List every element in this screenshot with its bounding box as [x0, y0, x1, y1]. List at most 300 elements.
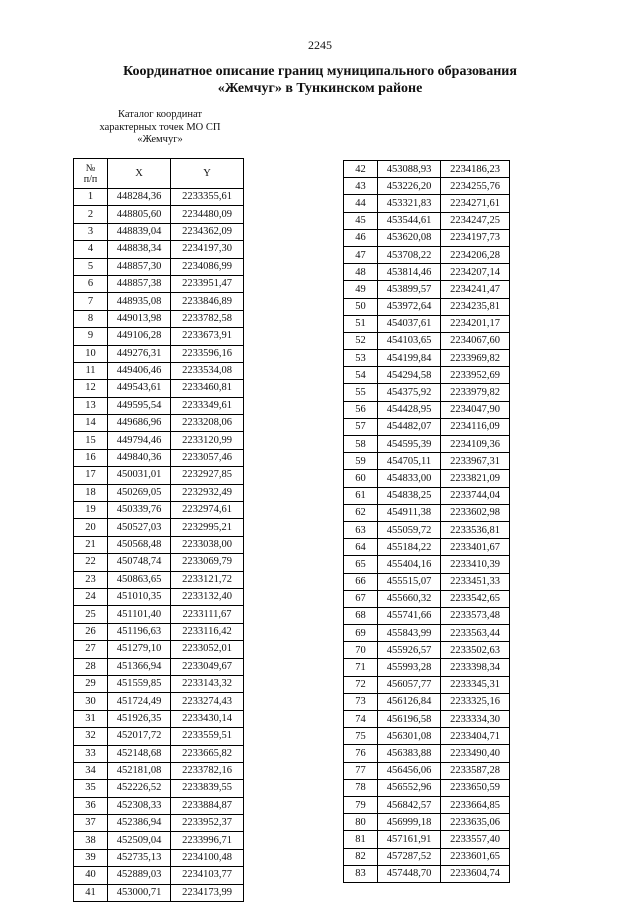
catalog-caption-line3: «Жемчуг»: [137, 134, 183, 145]
table-row: [74, 449, 244, 466]
cell-point-number: 72: [344, 676, 378, 693]
cell-y: 2234067,60: [441, 332, 510, 349]
table-row: [74, 693, 244, 710]
cell-point-number: 69: [344, 625, 378, 642]
cell-y: 2233744,04: [441, 487, 510, 504]
cell-x: 452308,33: [108, 797, 171, 814]
cell-y: 2233451,33: [441, 573, 510, 590]
table-row: [344, 521, 510, 538]
table-row: [344, 298, 510, 315]
cell-y: 2233604,74: [441, 865, 510, 882]
table-row: [74, 710, 244, 727]
cell-x: 455993,28: [378, 659, 441, 676]
table-row: [344, 418, 510, 435]
cell-point-number: 33: [74, 745, 108, 762]
cell-x: 456842,57: [378, 796, 441, 813]
table-row: [74, 554, 244, 571]
table-row: [344, 796, 510, 813]
cell-y: 2233846,89: [171, 293, 244, 310]
cell-point-number: 36: [74, 797, 108, 814]
table-row: [74, 397, 244, 414]
cell-point-number: 22: [74, 554, 108, 571]
cell-y: 2233952,37: [171, 815, 244, 832]
table-row: [74, 536, 244, 553]
cell-y: 2234109,36: [441, 436, 510, 453]
cell-point-number: 26: [74, 623, 108, 640]
cell-point-number: 53: [344, 350, 378, 367]
cell-point-number: 39: [74, 849, 108, 866]
cell-point-number: 76: [344, 745, 378, 762]
table-row: [74, 832, 244, 849]
cell-y: 2233602,98: [441, 504, 510, 521]
cell-x: 456552,96: [378, 779, 441, 796]
cell-y: 2233111,67: [171, 606, 244, 623]
cell-y: 2234362,09: [171, 223, 244, 240]
table-row: [74, 502, 244, 519]
table-row: [74, 432, 244, 449]
cell-x: 450863,65: [108, 571, 171, 588]
cell-y: 2233121,72: [171, 571, 244, 588]
cell-point-number: 79: [344, 796, 378, 813]
cell-point-number: 65: [344, 556, 378, 573]
cell-x: 453708,22: [378, 246, 441, 263]
cell-x: 451926,35: [108, 710, 171, 727]
cell-point-number: 6: [74, 275, 108, 292]
table-row: [74, 762, 244, 779]
cell-x: 449276,31: [108, 345, 171, 362]
cell-y: 2234103,77: [171, 867, 244, 884]
table-row: [74, 223, 244, 240]
table-row: [74, 675, 244, 692]
table-row: [74, 519, 244, 536]
cell-x: 448857,30: [108, 258, 171, 275]
table-row: [344, 384, 510, 401]
table-row: [74, 241, 244, 258]
coordinates-body-left: [74, 189, 244, 902]
cell-x: 451279,10: [108, 641, 171, 658]
cell-x: 449595,54: [108, 397, 171, 414]
table-row: [344, 693, 510, 710]
header-x: X: [108, 159, 171, 189]
table-row: [344, 332, 510, 349]
cell-y: 2233979,82: [441, 384, 510, 401]
cell-y: 2233967,31: [441, 453, 510, 470]
cell-y: 2233132,40: [171, 588, 244, 605]
cell-x: 449840,36: [108, 449, 171, 466]
table-row: [344, 161, 510, 178]
cell-point-number: 81: [344, 831, 378, 848]
cell-y: 2233460,81: [171, 380, 244, 397]
cell-y: 2232927,85: [171, 467, 244, 484]
table-row: [344, 195, 510, 212]
cell-point-number: 37: [74, 815, 108, 832]
cell-x: 452509,04: [108, 832, 171, 849]
cell-x: 452889,03: [108, 867, 171, 884]
cell-point-number: 38: [74, 832, 108, 849]
cell-x: 451010,35: [108, 588, 171, 605]
cell-point-number: 24: [74, 588, 108, 605]
document-title: [0, 63, 640, 97]
cell-x: 450748,74: [108, 554, 171, 571]
cell-y: 2232974,61: [171, 502, 244, 519]
cell-x: 456999,18: [378, 814, 441, 831]
cell-point-number: 66: [344, 573, 378, 590]
table-row: [344, 865, 510, 882]
table-row: [74, 571, 244, 588]
coordinates-table-left: [73, 158, 244, 902]
cell-y: 2233208,06: [171, 415, 244, 432]
cell-x: 454595,39: [378, 436, 441, 453]
cell-x: 453226,20: [378, 178, 441, 195]
table-row: [344, 367, 510, 384]
table-row: [74, 310, 244, 327]
table-row: [344, 814, 510, 831]
cell-point-number: 55: [344, 384, 378, 401]
cell-point-number: 77: [344, 762, 378, 779]
table-row: [344, 281, 510, 298]
table-row: [344, 607, 510, 624]
table-row: [74, 484, 244, 501]
cell-x: 453620,08: [378, 229, 441, 246]
cell-x: 455404,16: [378, 556, 441, 573]
cell-y: 2234271,61: [441, 195, 510, 212]
cell-x: 455184,22: [378, 539, 441, 556]
table-row: [74, 623, 244, 640]
cell-point-number: 63: [344, 521, 378, 538]
cell-point-number: 51: [344, 315, 378, 332]
catalog-caption-line1: Каталог координат: [118, 109, 202, 120]
cell-point-number: 82: [344, 848, 378, 865]
cell-y: 2233601,65: [441, 848, 510, 865]
cell-y: 2233325,16: [441, 693, 510, 710]
cell-x: 455926,57: [378, 642, 441, 659]
cell-x: 451724,49: [108, 693, 171, 710]
cell-y: 2233534,08: [171, 362, 244, 379]
cell-point-number: 59: [344, 453, 378, 470]
cell-y: 2233542,65: [441, 590, 510, 607]
cell-y: 2234116,09: [441, 418, 510, 435]
table-row: [344, 504, 510, 521]
cell-y: 2233951,47: [171, 275, 244, 292]
cell-point-number: 19: [74, 502, 108, 519]
cell-point-number: 57: [344, 418, 378, 435]
cell-point-number: 78: [344, 779, 378, 796]
cell-y: 2233536,81: [441, 521, 510, 538]
cell-y: 2233143,32: [171, 675, 244, 692]
table-row: [74, 606, 244, 623]
cell-point-number: 41: [74, 884, 108, 901]
catalog-caption: [80, 109, 240, 147]
cell-y: 2234100,48: [171, 849, 244, 866]
table-row: [74, 345, 244, 362]
cell-y: 2234206,28: [441, 246, 510, 263]
cell-point-number: 44: [344, 195, 378, 212]
cell-point-number: 20: [74, 519, 108, 536]
cell-y: 2233404,71: [441, 728, 510, 745]
cell-x: 448935,08: [108, 293, 171, 310]
table-row: [344, 487, 510, 504]
cell-point-number: 75: [344, 728, 378, 745]
header-y: Y: [171, 159, 244, 189]
table-row: [74, 728, 244, 745]
cell-y: 2233952,69: [441, 367, 510, 384]
cell-y: 2233349,61: [171, 397, 244, 414]
cell-y: 2234047,90: [441, 401, 510, 418]
cell-point-number: 64: [344, 539, 378, 556]
table-row: [74, 189, 244, 206]
cell-point-number: 73: [344, 693, 378, 710]
cell-y: 2233782,58: [171, 310, 244, 327]
catalog-caption-line2: характерных точек МО СП: [99, 121, 221, 133]
cell-point-number: 23: [74, 571, 108, 588]
table-row: [74, 328, 244, 345]
cell-y: 2232932,49: [171, 484, 244, 501]
cell-y: 2233573,48: [441, 607, 510, 624]
cell-x: 453321,83: [378, 195, 441, 212]
table-row: [344, 625, 510, 642]
page-number: 2245: [308, 38, 332, 52]
cell-point-number: 9: [74, 328, 108, 345]
cell-x: 452181,08: [108, 762, 171, 779]
cell-y: 2233821,09: [441, 470, 510, 487]
cell-y: 2233665,82: [171, 745, 244, 762]
table-row: [344, 573, 510, 590]
cell-point-number: 80: [344, 814, 378, 831]
cell-x: 451101,40: [108, 606, 171, 623]
cell-y: 2233049,67: [171, 658, 244, 675]
cell-y: 2233884,87: [171, 797, 244, 814]
cell-y: 2233410,39: [441, 556, 510, 573]
cell-x: 456126,84: [378, 693, 441, 710]
cell-point-number: 46: [344, 229, 378, 246]
cell-x: 457161,91: [378, 831, 441, 848]
cell-x: 450568,48: [108, 536, 171, 553]
table-row: [74, 380, 244, 397]
cell-x: 450269,05: [108, 484, 171, 501]
cell-y: 2233839,55: [171, 780, 244, 797]
cell-point-number: 28: [74, 658, 108, 675]
header-point-number: [74, 159, 108, 189]
cell-x: 454375,92: [378, 384, 441, 401]
cell-x: 449543,61: [108, 380, 171, 397]
cell-point-number: 68: [344, 607, 378, 624]
cell-point-number: 2: [74, 206, 108, 223]
table-row: [74, 293, 244, 310]
cell-y: 2233587,28: [441, 762, 510, 779]
table-row: [74, 658, 244, 675]
cell-x: 454037,61: [378, 315, 441, 332]
cell-y: 2234255,76: [441, 178, 510, 195]
cell-x: 448857,38: [108, 275, 171, 292]
cell-point-number: 58: [344, 436, 378, 453]
table-row: [344, 246, 510, 263]
table-row: [344, 676, 510, 693]
table-row: [344, 728, 510, 745]
cell-x: 455741,66: [378, 607, 441, 624]
table-row: [74, 884, 244, 901]
cell-point-number: 71: [344, 659, 378, 676]
cell-y: 2233664,85: [441, 796, 510, 813]
cell-x: 450527,03: [108, 519, 171, 536]
table-row: [74, 415, 244, 432]
cell-point-number: 11: [74, 362, 108, 379]
cell-y: 2233559,51: [171, 728, 244, 745]
cell-x: 455515,07: [378, 573, 441, 590]
cell-x: 448284,36: [108, 189, 171, 206]
cell-y: 2234086,99: [171, 258, 244, 275]
table-row: [344, 642, 510, 659]
cell-y: 2233120,99: [171, 432, 244, 449]
cell-x: 452386,94: [108, 815, 171, 832]
table-row: [344, 264, 510, 281]
cell-y: 2233673,91: [171, 328, 244, 345]
cell-x: 449794,46: [108, 432, 171, 449]
cell-point-number: 15: [74, 432, 108, 449]
table-row: [344, 711, 510, 728]
cell-point-number: 56: [344, 401, 378, 418]
cell-y: 2233038,00: [171, 536, 244, 553]
table-row: [344, 178, 510, 195]
table-row: [344, 762, 510, 779]
table-row: [74, 362, 244, 379]
table-row: [344, 470, 510, 487]
cell-point-number: 17: [74, 467, 108, 484]
cell-y: 2233116,42: [171, 623, 244, 640]
table-row: [74, 275, 244, 292]
header-number-sign: №: [85, 162, 96, 174]
cell-point-number: 54: [344, 367, 378, 384]
cell-y: 2233650,59: [441, 779, 510, 796]
cell-point-number: 13: [74, 397, 108, 414]
table-row: [344, 453, 510, 470]
cell-y: 2234241,47: [441, 281, 510, 298]
table-row: [344, 350, 510, 367]
cell-y: 2233490,40: [441, 745, 510, 762]
table-row: [344, 659, 510, 676]
cell-x: 449013,98: [108, 310, 171, 327]
cell-x: 455059,72: [378, 521, 441, 538]
document-title-line2: «Жемчуг» в Тункинском районе: [217, 81, 423, 96]
cell-point-number: 70: [344, 642, 378, 659]
cell-point-number: 47: [344, 246, 378, 263]
cell-y: 2233355,61: [171, 189, 244, 206]
cell-point-number: 35: [74, 780, 108, 797]
cell-x: 454833,00: [378, 470, 441, 487]
cell-point-number: 18: [74, 484, 108, 501]
cell-point-number: 7: [74, 293, 108, 310]
cell-point-number: 50: [344, 298, 378, 315]
cell-y: 2233057,46: [171, 449, 244, 466]
cell-x: 451366,94: [108, 658, 171, 675]
cell-y: 2233274,43: [171, 693, 244, 710]
cell-point-number: 61: [344, 487, 378, 504]
cell-x: 448805,60: [108, 206, 171, 223]
cell-y: 2233430,14: [171, 710, 244, 727]
cell-y: 2233635,06: [441, 814, 510, 831]
cell-x: 456383,88: [378, 745, 441, 762]
cell-x: 448839,04: [108, 223, 171, 240]
cell-x: 454911,38: [378, 504, 441, 521]
table-row: [74, 206, 244, 223]
cell-point-number: 1: [74, 189, 108, 206]
cell-x: 455843,99: [378, 625, 441, 642]
cell-x: 451559,85: [108, 675, 171, 692]
table-row: [74, 867, 244, 884]
cell-y: 2233345,31: [441, 676, 510, 693]
table-row: [344, 436, 510, 453]
table-row: [344, 779, 510, 796]
table-row: [344, 401, 510, 418]
cell-x: 454294,58: [378, 367, 441, 384]
cell-x: 456196,58: [378, 711, 441, 728]
cell-y: 2234207,14: [441, 264, 510, 281]
cell-point-number: 27: [74, 641, 108, 658]
table-row: [344, 590, 510, 607]
cell-y: 2233563,44: [441, 625, 510, 642]
cell-point-number: 83: [344, 865, 378, 882]
cell-x: 448838,34: [108, 241, 171, 258]
table-row: [74, 467, 244, 484]
cell-point-number: 40: [74, 867, 108, 884]
cell-x: 452226,52: [108, 780, 171, 797]
cell-y: 2233401,67: [441, 539, 510, 556]
cell-y: 2233996,71: [171, 832, 244, 849]
cell-point-number: 29: [74, 675, 108, 692]
cell-y: 2234197,30: [171, 241, 244, 258]
table-header-row: [74, 159, 244, 189]
cell-x: 454103,65: [378, 332, 441, 349]
cell-point-number: 25: [74, 606, 108, 623]
cell-x: 453088,93: [378, 161, 441, 178]
table-row: [74, 258, 244, 275]
cell-point-number: 30: [74, 693, 108, 710]
table-row: [344, 229, 510, 246]
cell-y: 2234186,23: [441, 161, 510, 178]
cell-y: 2233398,34: [441, 659, 510, 676]
cell-x: 452017,72: [108, 728, 171, 745]
table-row: [74, 641, 244, 658]
cell-point-number: 16: [74, 449, 108, 466]
table-row: [74, 849, 244, 866]
cell-point-number: 10: [74, 345, 108, 362]
cell-x: 449106,28: [108, 328, 171, 345]
cell-point-number: 5: [74, 258, 108, 275]
cell-y: 2233782,16: [171, 762, 244, 779]
table-row: [344, 212, 510, 229]
cell-point-number: 8: [74, 310, 108, 327]
cell-x: 453972,64: [378, 298, 441, 315]
table-row: [344, 745, 510, 762]
cell-x: 453899,57: [378, 281, 441, 298]
cell-point-number: 49: [344, 281, 378, 298]
cell-x: 453000,71: [108, 884, 171, 901]
cell-y: 2233069,79: [171, 554, 244, 571]
cell-x: 454199,84: [378, 350, 441, 367]
header-number-abbr: п/п: [83, 173, 98, 185]
cell-x: 456057,77: [378, 676, 441, 693]
table-row: [344, 315, 510, 332]
cell-x: 449406,46: [108, 362, 171, 379]
cell-x: 452148,68: [108, 745, 171, 762]
cell-point-number: 34: [74, 762, 108, 779]
document-title-line1: Координатное описание границ муниципального образования: [123, 64, 517, 79]
cell-point-number: 12: [74, 380, 108, 397]
cell-x: 454428,95: [378, 401, 441, 418]
cell-y: 2232995,21: [171, 519, 244, 536]
coordinates-table-right: [343, 160, 510, 883]
table-row: [344, 556, 510, 573]
cell-x: 455660,32: [378, 590, 441, 607]
